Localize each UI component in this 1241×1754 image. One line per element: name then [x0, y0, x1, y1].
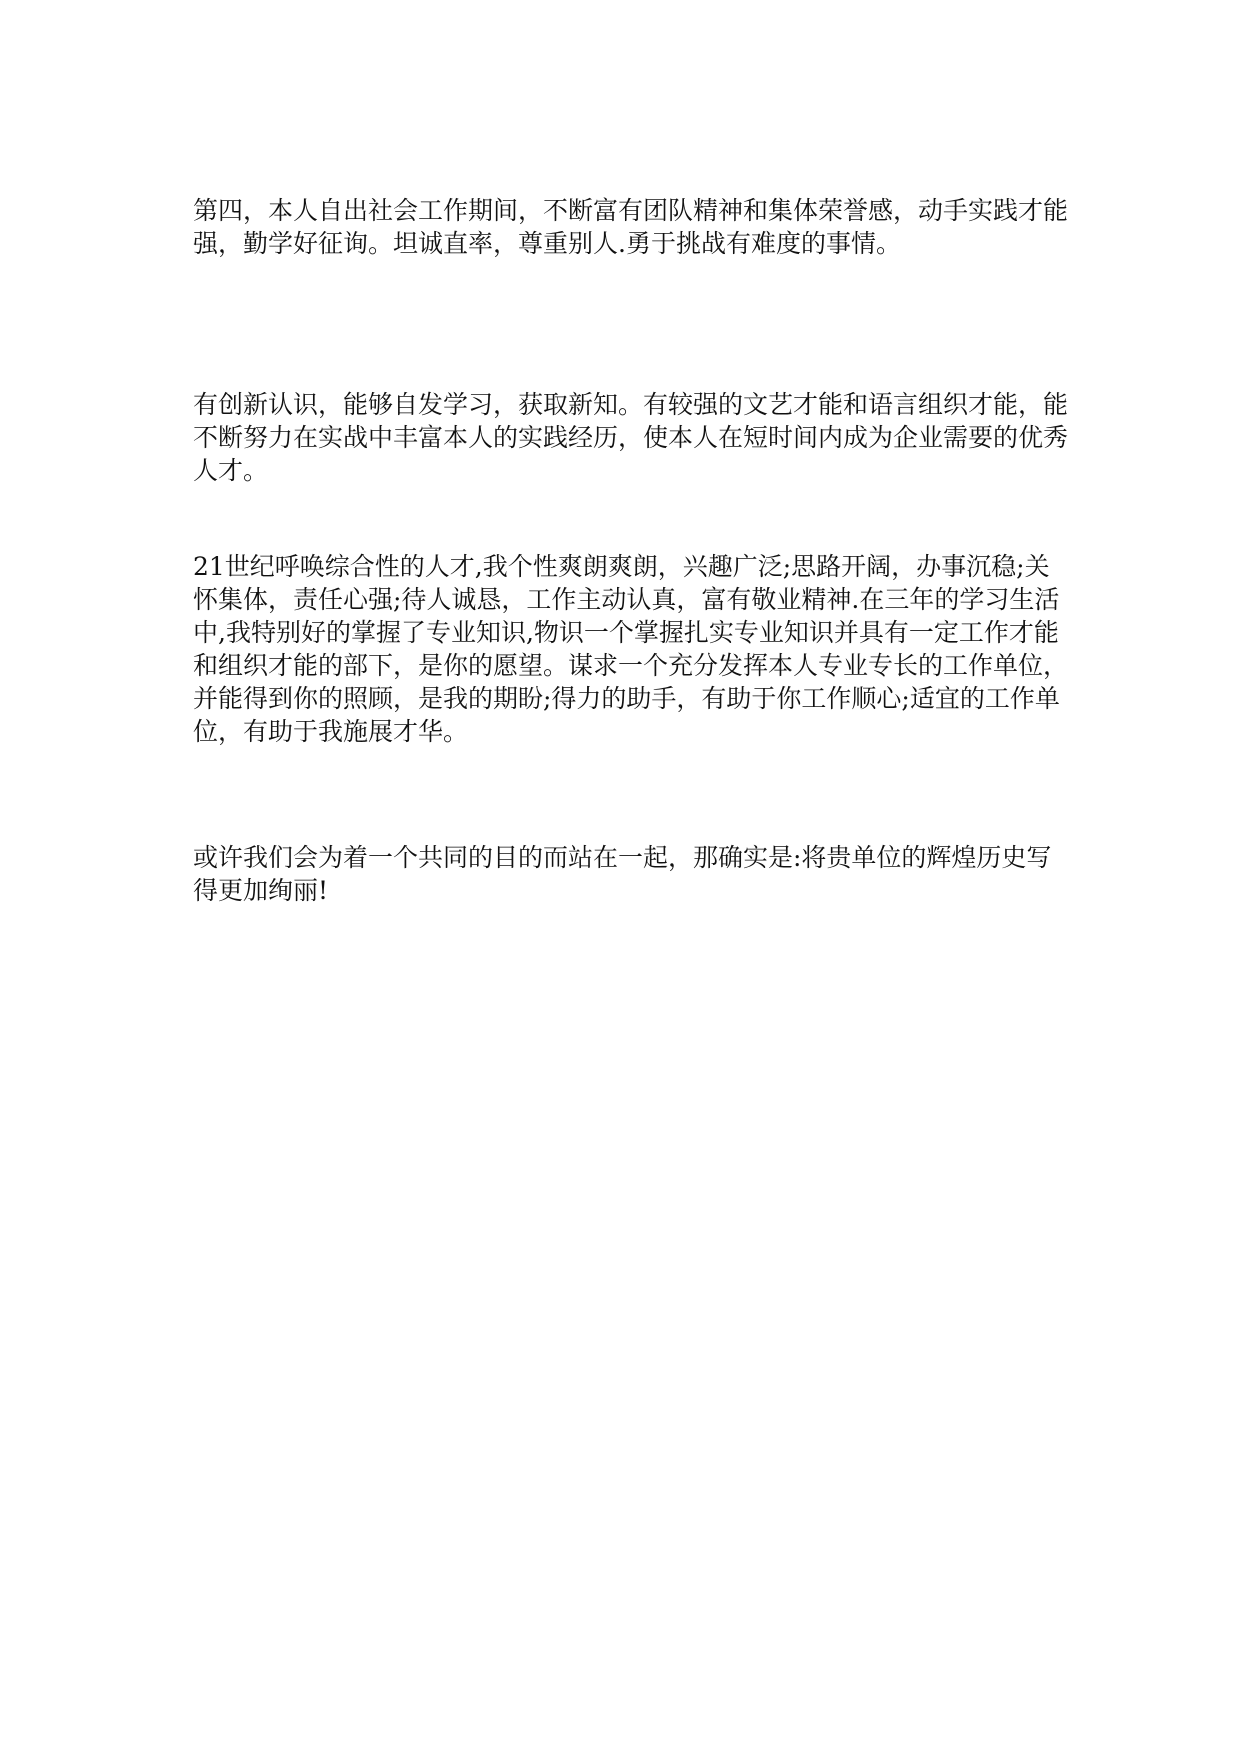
paragraph-teamwork: 第四，本人自出社会工作期间，不断富有团队精神和集体荣誉感，动手实践才能强，勤学好征询。坦诚直率，尊重别人.勇于挑战有难度的事情。 — [193, 196, 1069, 258]
paragraph-self-introduction: 21世纪呼唤综合性的人才,我个性爽朗爽朗，兴趣广泛;思路开阔，办事沉稳;关怀集体，责任心强;待人诚恳，工作主动认真，富有敬业精神.在三年的学习生活中,我特别好的掌握了专业知识,物识一个掌握扎实专业知识并具有一定工作才能和组织才能的部下，是你的愿望。谋求一个充分发挥本人专业专长的工作单位，并能得到你的照顾，是我的期盼;得力的助手，有助于你工作顺心;适宜的工作单位，有助于我施展才华。 — [193, 552, 1069, 746]
paragraph-closing: 或许我们会为着一个共同的目的而站在一起，那确实是:将贵单位的辉煌历史写得更加绚丽! — [193, 843, 1052, 905]
paragraph-innovation: 有创新认识，能够自发学习，获取新知。有较强的文艺才能和语言组织才能，能不断努力在实战中丰富本人的实践经历，使本人在短时间内成为企业需要的优秀人才。 — [193, 390, 1069, 485]
